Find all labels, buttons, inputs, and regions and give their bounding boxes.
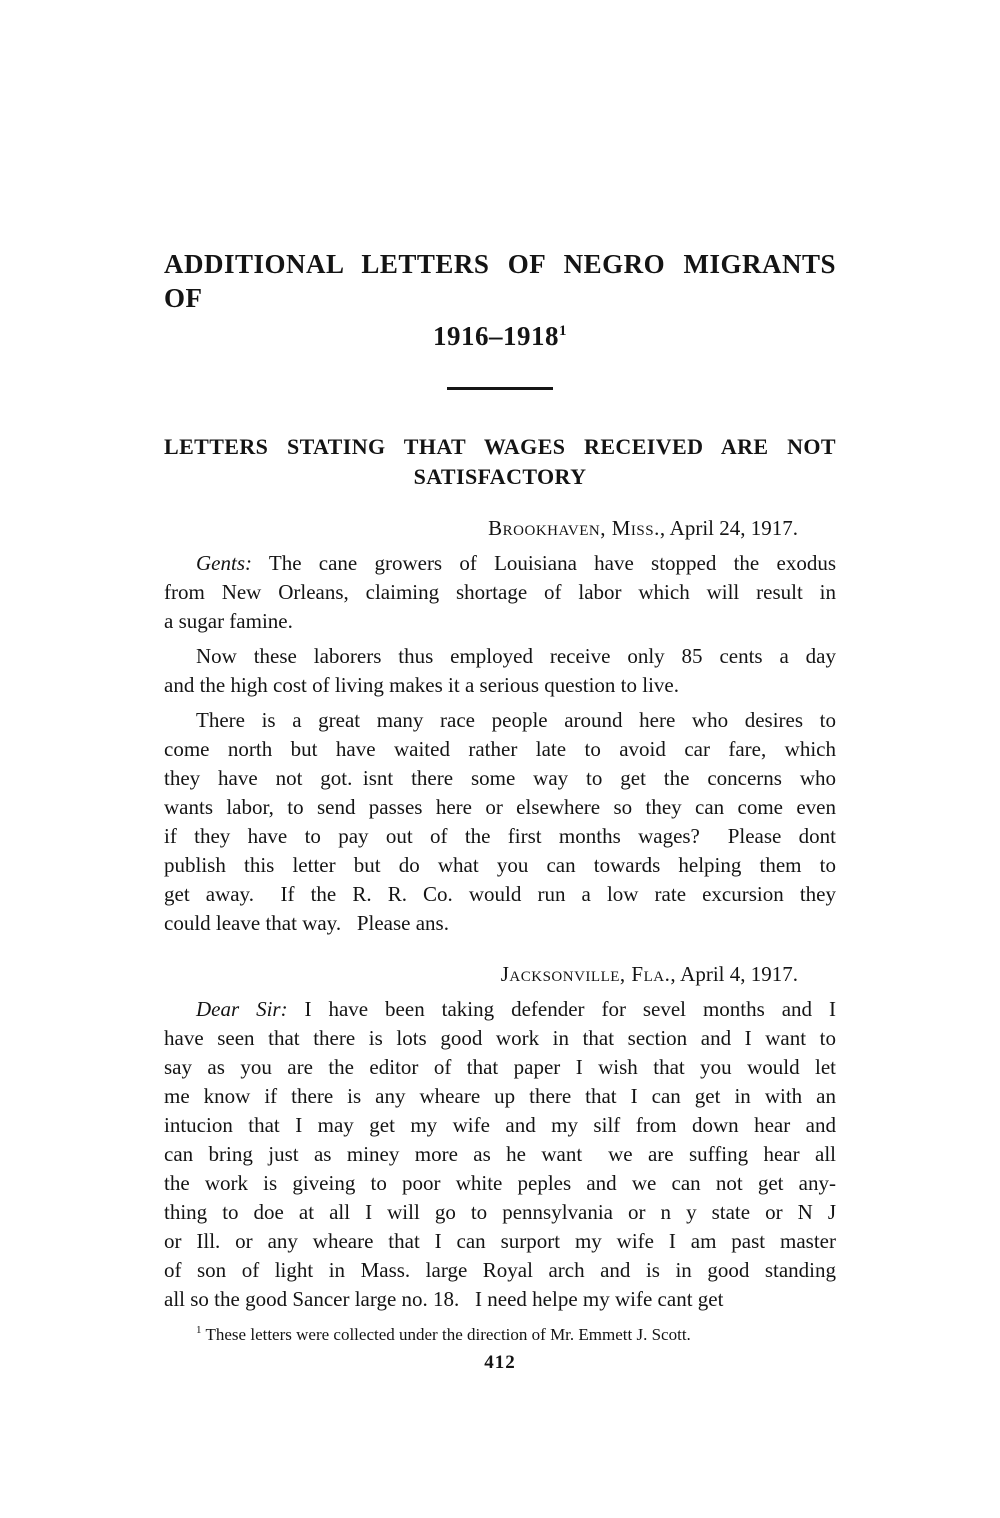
salutation: Dear Sir: <box>196 997 288 1021</box>
letter-paragraph <box>164 706 836 938</box>
dateline-date: April 24, 1917. <box>665 516 798 540</box>
letters <box>164 514 836 1314</box>
letter-line: can bring just as miney more as he want we are suffing hear all <box>164 1142 836 1166</box>
page-title-line1: ADDITIONAL LETTERS OF NEGRO MIGRANTS OF <box>164 249 836 313</box>
letter-line: if they have to pay out of the first months wages? Please dont <box>164 824 836 848</box>
letter-line: from New Orleans, claiming shortage of labor which will result in <box>164 580 836 604</box>
letter <box>164 960 836 1314</box>
letter-paragraph <box>164 549 836 636</box>
letter-line: publish this letter but do what you can towards helping them to <box>164 853 836 877</box>
letter-line: or Ill. or any wheare that I can surport my wife I am past master <box>164 1229 836 1253</box>
title-years: 1916–1918 <box>433 321 559 351</box>
letter-line: wants labor, to send passes here or elsewhere so they can come even <box>164 795 836 819</box>
letter-line: have seen that there is lots good work in that section and I want to <box>164 1026 836 1050</box>
letter-line: a sugar famine. <box>164 609 293 633</box>
dateline <box>164 514 836 543</box>
letter-line: get away. If the R. R. Co. would run a low rate excursion they <box>164 882 836 906</box>
letter-line: Gents: The cane growers of Louisiana have stopped the exodus <box>196 551 836 575</box>
dateline-place: Brookhaven, Miss., <box>488 516 666 540</box>
letter-paragraph <box>164 642 836 700</box>
title-footnote-mark: 1 <box>559 323 567 339</box>
letter-line: and the high cost of living makes it a serious question to live. <box>164 673 680 697</box>
footnote <box>164 1324 836 1346</box>
letter-line: of son of light in Mass. large Royal arch and is in good standing <box>164 1258 836 1282</box>
dateline <box>164 960 836 989</box>
letter-line: Now these laborers thus employed receive only 85 cents a day <box>196 644 836 668</box>
letter-line: There is a great many race people around here who desires to <box>196 708 836 732</box>
salutation: Gents: <box>196 551 252 575</box>
letter-line: they have not got. isnt there some way to get the concerns who <box>164 766 836 790</box>
footnote-text: These letters were collected under the direction of Mr. Emmett J. Scott. <box>205 1325 691 1344</box>
dateline-date: April 4, 1917. <box>676 962 798 986</box>
dateline-place: Jacksonville, Fla., <box>500 962 677 986</box>
page-content <box>164 0 836 1374</box>
letter-line: the work is giveing to poor white peples and we can not get any- <box>164 1171 836 1195</box>
letter-line: Dear Sir: I have been taking defender for sevel months and I <box>196 997 836 1021</box>
section-heading <box>164 432 836 492</box>
letter-line: intucion that I may get my wife and my silf from down hear and <box>164 1113 836 1137</box>
letter-line: me know if there is any wheare up there that I can get in with an <box>164 1084 836 1108</box>
letter-line: all so the good Sancer large no. 18. I need helpe my wife cant get <box>164 1287 724 1311</box>
letter-line: thing to doe at all I will go to pennsylvania or n y state or N J <box>164 1200 836 1224</box>
page-title-line2 <box>164 319 836 353</box>
footnote-mark: 1 <box>196 1324 202 1337</box>
letter-line: say as you are the editor of that paper I wish that you would let <box>164 1055 836 1079</box>
divider-rule <box>447 387 553 390</box>
letter-line: could leave that way. Please ans. <box>164 911 449 935</box>
page-number: 412 <box>484 1352 516 1373</box>
section-heading-line2: SATISFACTORY <box>413 464 587 489</box>
letter-paragraph <box>164 995 836 1314</box>
section-heading-line1: LETTERS STATING THAT WAGES RECEIVED ARE NOT <box>164 434 836 459</box>
letter <box>164 514 836 938</box>
letter-line: come north but have waited rather late to avoid car fare, which <box>164 737 836 761</box>
